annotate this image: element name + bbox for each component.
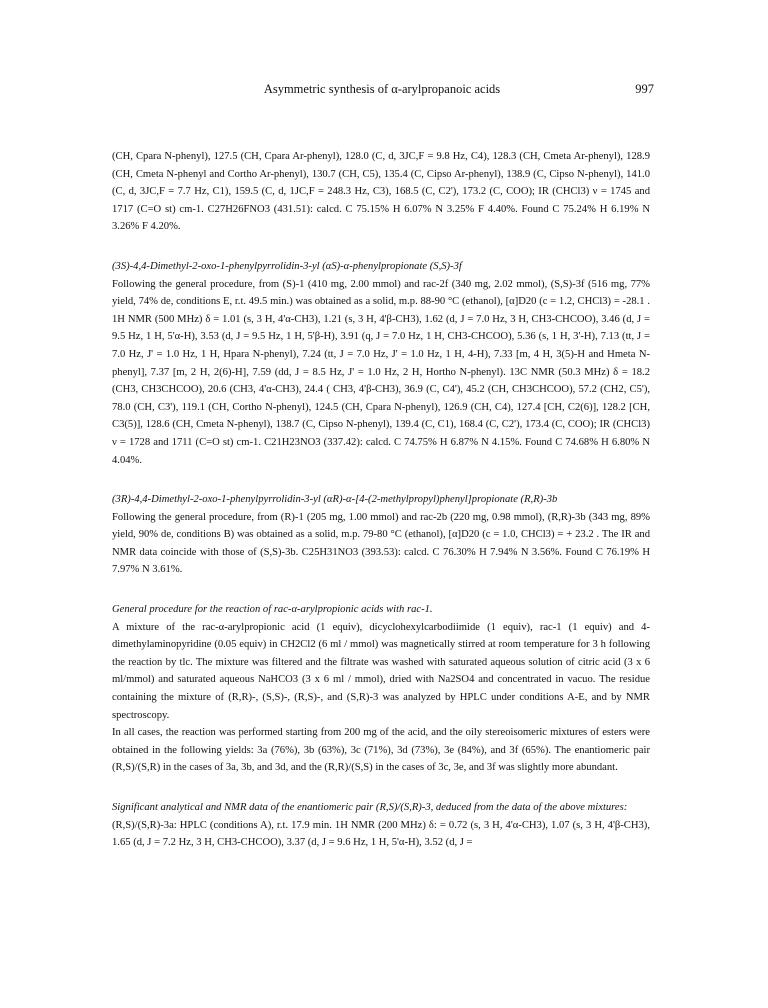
heading-compound-s-s-3f: (3S)-4,4-Dimethyl-2-oxo-1-phenylpyrrolidin-3-yl (αS)-α-phenylpropionate (S,S)-3f: [112, 260, 462, 272]
paragraph-nmr-data-continued: (CH, Cpara N-phenyl), 127.5 (CH, Cpara Ar-phenyl), 128.0 (C, d, 3JC,F = 9.8 Hz, C4), 128.3 (CH, Cmeta Ar-phenyl), 128.9 (CH, Cmeta N-phenyl and Cortho Ar-phenyl), 130.7 (CH, C5), 135.4 (C, Cipso Ar-phenyl), 138.9 (C, Cipso N-phenyl), 141.0 (C, d, 3JC,F = 7.7 Hz, C1), 159.5 (C, d, 1JC,F = 248.3 Hz, C3), 168.5 (C, C2'), 173.2 (C, COO); IR (CHCl3) ν = 1745 and 1717 (C=O st) cm-1. C27H26FNO3 (431.51): calcd. C 75.15% H 6.07% N 3.25% F 4.40%. Found C 75.24% H 6.19% N 3.26% F 4.20%.: [112, 151, 650, 233]
paragraph-compound-r-r-3b: Following the general procedure, from (R)-1 (205 mg, 1.00 mmol) and rac-2b (220 mg, 0.98 mmol), (R,R)-3b (343 mg, 89% yield, 90% de, conditions B) was obtained as a solid, m.p. 79-80 °C (ethanol), [α]D20 (c = 1.0, CHCl3) = + 23.2 . The IR and NMR data coincide with those of (S,S)-3b. C25H31NO3 (393.53): calcd. C 76.30% H 7.94% N 3.56%. Found C 76.19% H 7.97% N 3.61%.: [112, 511, 650, 576]
paragraph-compound-s-s-3f: Following the general procedure, from (S)-1 (410 mg, 2.00 mmol) and rac-2f (340 mg, 2.02 mmol), (S,S)-3f (516 mg, 77% yield, 74% de, conditions E, r.t. 49.5 min.) was obtained as a solid, m.p. 88-90 °C (ethanol), [α]D20 (c = 1.2, CHCl3) = -28.1 . 1H NMR (500 MHz) δ = 1.01 (s, 3 H, 4'α-CH3), 1.21 (s, 3 H, 4'β-CH3), 1.62 (d, J = 7.0 Hz, 3 H, CH3-CHCOO), 3.46 (d, J = 9.5 Hz, 1 H, 5'α-H), 3.53 (d, J = 9.5 Hz, 1 H, 5'β-H), 3.91 (q, J = 7.0 Hz, 1 H, CH3-CHCOO), 5.36 (s, 1 H, 3'-H), 7.13 (tt, J = 7.0 Hz, J' = 1.0 Hz, 1 H, Hpara N-phenyl), 7.24 (tt, J = 7.0 Hz, J' = 1.0 Hz, 1 H, 4-H), 7.33 [m, 4 H, 3(5)-H and Hmeta N-phenyl], 7.37 [m, 2 H, 2(6)-H], 7.59 (dd, J = 8.5 Hz, J' = 1.0 Hz, 2 H, Hortho N-phenyl). 13C NMR (50.3 MHz) δ = 18.2 (CH3, CH3CHCOO), 20.6 (CH3, 4'α-CH3), 24.4 ( CH3, 4'β-CH3), 36.9 (C, C4'), 45.2 (CH, CH3CHCOO), 57.2 (CH2, C5'), 78.0 (CH, C3'), 119.1 (CH, Cortho N-phenyl), 124.5 (CH, Cpara N-phenyl), 126.9 (CH, C4), 127.4 [CH, C2(6)], 128.2 [CH, C3(5)], 128.6 (CH, Cmeta N-phenyl), 138.7 (C, Cipso N-phenyl), 139.4 (C, C1), 168.4 (C, C2'), 173.4 (C, COO); IR (CHCl3) ν = 1728 and 1711 (C=O st) cm-1. C21H23NO3 (337.42): calcd. C 74.75% H 6.87% N 4.15%. Found C 74.68% H 6.80% N 4.04%.: [112, 278, 650, 466]
running-title: Asymmetric synthesis of α-arylpropanoic acids: [263, 82, 501, 96]
paragraph-analytical-data-3a: (R,S)/(S,R)-3a: HPLC (conditions A), r.t. 17.9 min. 1H NMR (200 MHz) δ: = 0.72 (s, 3 H, 4'α-CH3), 1.07 (s, 3 H, 4'β-CH3), 1.65 (d, J = 7.2 Hz, 3 H, CH3-CHCOO), 3.37 (d, J = 9.6 Hz, 1 H, 5'α-H), 3.52 (d, J =: [112, 819, 650, 849]
heading-general-procedure: General procedure for the reaction of rac-α-arylpropionic acids with rac-1.: [112, 604, 433, 616]
paragraph-general-procedure: A mixture of the rac-α-arylpropionic acid (1 equiv), dicyclohexylcarbodiimide (1 equiv), rac-1 (1 equiv) and 4-dimethylaminopyridine (0.05 equiv) in CH2Cl2 (6 ml / mmol) was magnetically stirred at room temperature for 3 h following the reaction by tlc. The mixture was filtered and the filtrate was washed with saturated aqueous solution of citric acid (3 x 6 ml/mmol) and saturated aqueous NaHCO3 (3 x 6 ml / mmol), dried with Na2SO4 and concentrated in vacuo. The residue containing the mixture of (R,R)-, (S,S)-, (R,S)-, and (S,R)-3 was analyzed by HPLC under conditions A-E, and by NMR spectroscopy.: [112, 621, 650, 721]
heading-compound-r-r-3b: (3R)-4,4-Dimethyl-2-oxo-1-phenylpyrrolidin-3-yl (αR)-α-[4-(2-methylpropyl)phenyl]propionate (R,R)-3b: [112, 494, 558, 506]
body-text: [112, 148, 650, 852]
paragraph-yields: In all cases, the reaction was performed starting from 200 mg of the acid, and the oily stereoisomeric mixtures of esters were obtained in the following yields: 3a (76%), 3b (63%), 3c (71%), 3d (73%), 3e (84%), and 3f (65%). The enantiomeric pair (R,S)/(S,R) in the cases of 3a, 3b, and 3d, and the (R,R)/(S,S) in the cases of 3c, 3e, and 3f was slightly more abundant.: [112, 727, 650, 774]
heading-analytical-data: Significant analytical and NMR data of the enantiomeric pair (R,S)/(S,R)-3, deduced from the data of the above mixtures:: [112, 802, 628, 813]
page-number: 997: [635, 82, 654, 96]
